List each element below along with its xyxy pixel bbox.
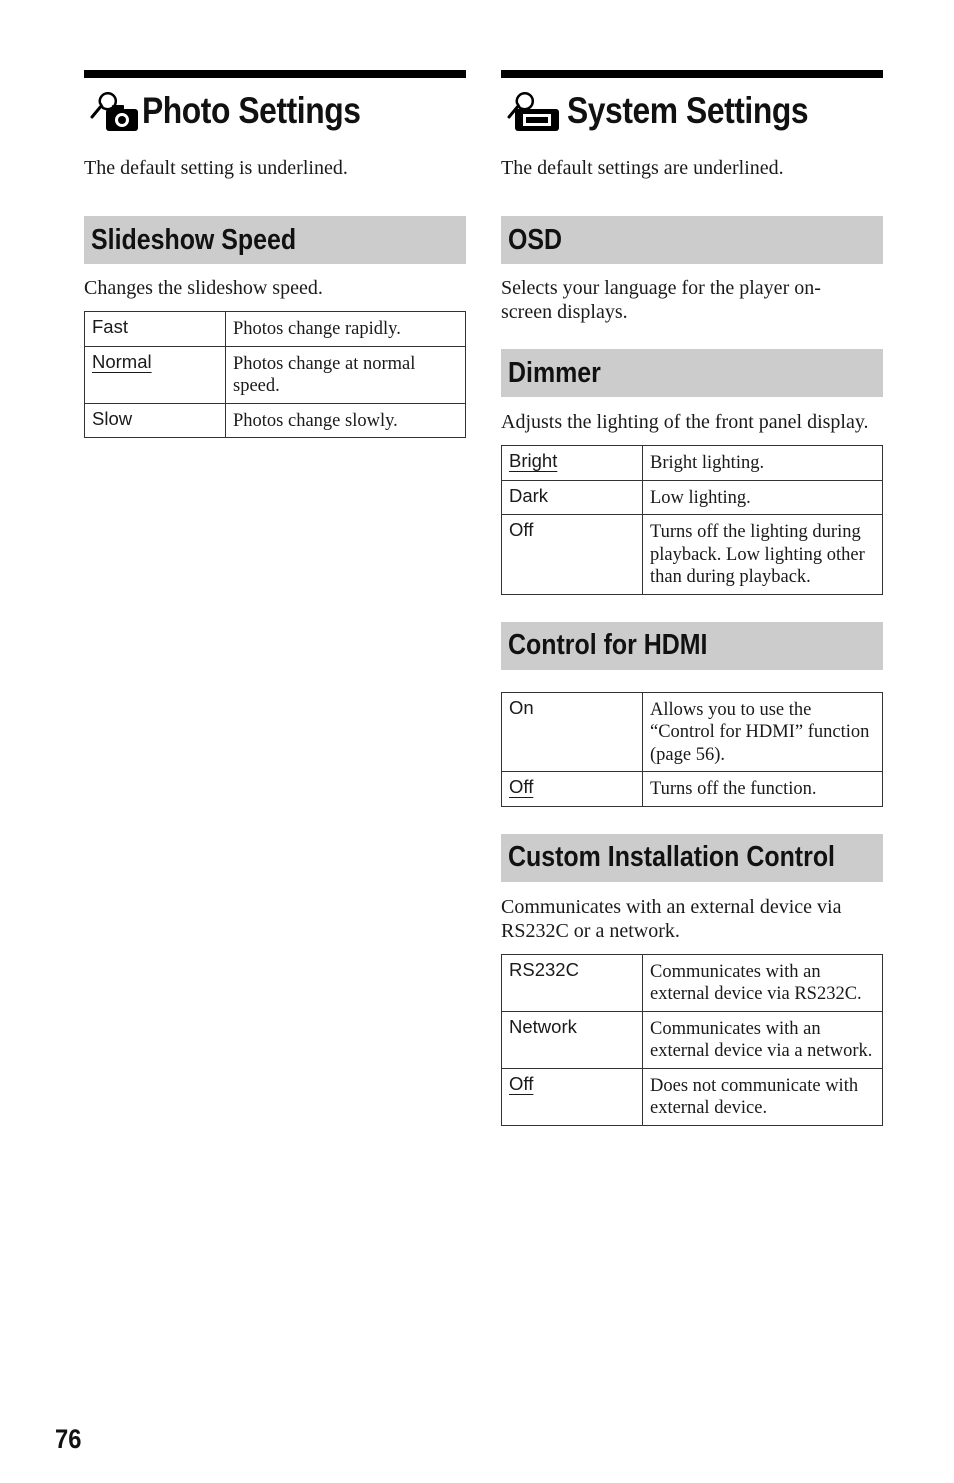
- table-row: [502, 692, 883, 772]
- section-custom-installation-control: [501, 834, 883, 1126]
- table-row: [502, 1011, 883, 1068]
- table-row: [85, 346, 466, 403]
- section-heading: Control for HDMI: [501, 622, 883, 670]
- intro-text: The default setting is underlined.: [84, 157, 348, 179]
- table-row: [85, 403, 466, 438]
- option-name: Off: [502, 515, 643, 595]
- option-description: Turns off the lighting during playback. Low lighting other than during playback.: [643, 515, 883, 595]
- table-row: [502, 954, 883, 1011]
- option-name: Network: [502, 1011, 643, 1068]
- settings-table: [501, 445, 883, 595]
- table-row: [502, 1068, 883, 1125]
- option-name: Fast: [85, 312, 226, 347]
- option-name: Slow: [85, 403, 226, 438]
- option-description: Photos change slowly.: [226, 403, 466, 438]
- photo-settings-column: [84, 70, 466, 438]
- option-description: Turns off the function.: [643, 772, 883, 807]
- wrench-projector-icon: [501, 89, 559, 135]
- section-description: Adjusts the lighting of the front panel display.: [501, 411, 869, 433]
- section-heading: Dimmer: [501, 349, 883, 397]
- option-name-default: Normal: [85, 346, 226, 403]
- system-settings-header: [501, 70, 883, 140]
- page-title: System Settings: [567, 90, 809, 131]
- section-heading: Custom Installation Control: [501, 834, 883, 882]
- section-description: Changes the slideshow speed.: [84, 277, 323, 299]
- table-row: [502, 480, 883, 515]
- table-row: [502, 772, 883, 807]
- option-name-default: Off: [502, 772, 643, 807]
- section-control-for-hdmi: [501, 622, 883, 807]
- section-description: Selects your language for the player on-screen displays.: [501, 277, 821, 323]
- table-row: [502, 446, 883, 481]
- section-description: Communicates with an external device via RS232C or a network.: [501, 895, 842, 942]
- intro-text: The default settings are underlined.: [501, 157, 784, 179]
- wrench-camera-icon: [84, 89, 142, 135]
- settings-table: [501, 692, 883, 807]
- option-name: RS232C: [502, 954, 643, 1011]
- option-description: Photos change at normal speed.: [226, 346, 466, 403]
- section-heading: Slideshow Speed: [84, 216, 466, 264]
- photo-settings-header: [84, 70, 466, 140]
- option-name: On: [502, 692, 643, 772]
- page-title: Photo Settings: [142, 90, 361, 131]
- option-description: Low lighting.: [643, 480, 883, 515]
- table-row: [85, 312, 466, 347]
- option-description: Does not communicate with external device.: [643, 1068, 883, 1125]
- section-slideshow-speed: [84, 216, 466, 438]
- option-description: Allows you to use the “Control for HDMI” function (page 56).: [643, 692, 883, 772]
- settings-table: [501, 954, 883, 1126]
- section-osd: [501, 216, 883, 324]
- option-description: Communicates with an external device via a network.: [643, 1011, 883, 1068]
- settings-table: [84, 311, 466, 438]
- section-heading: OSD: [501, 216, 883, 264]
- system-settings-column: [501, 70, 883, 1126]
- option-name-default: Off: [502, 1068, 643, 1125]
- option-name-default: Bright: [502, 446, 643, 481]
- table-row: [502, 515, 883, 595]
- section-dimmer: [501, 349, 883, 595]
- page-number: 76: [55, 1424, 82, 1454]
- option-description: Communicates with an external device via RS232C.: [643, 954, 883, 1011]
- option-description: Photos change rapidly.: [226, 312, 466, 347]
- option-name: Dark: [502, 480, 643, 515]
- option-description: Bright lighting.: [643, 446, 883, 481]
